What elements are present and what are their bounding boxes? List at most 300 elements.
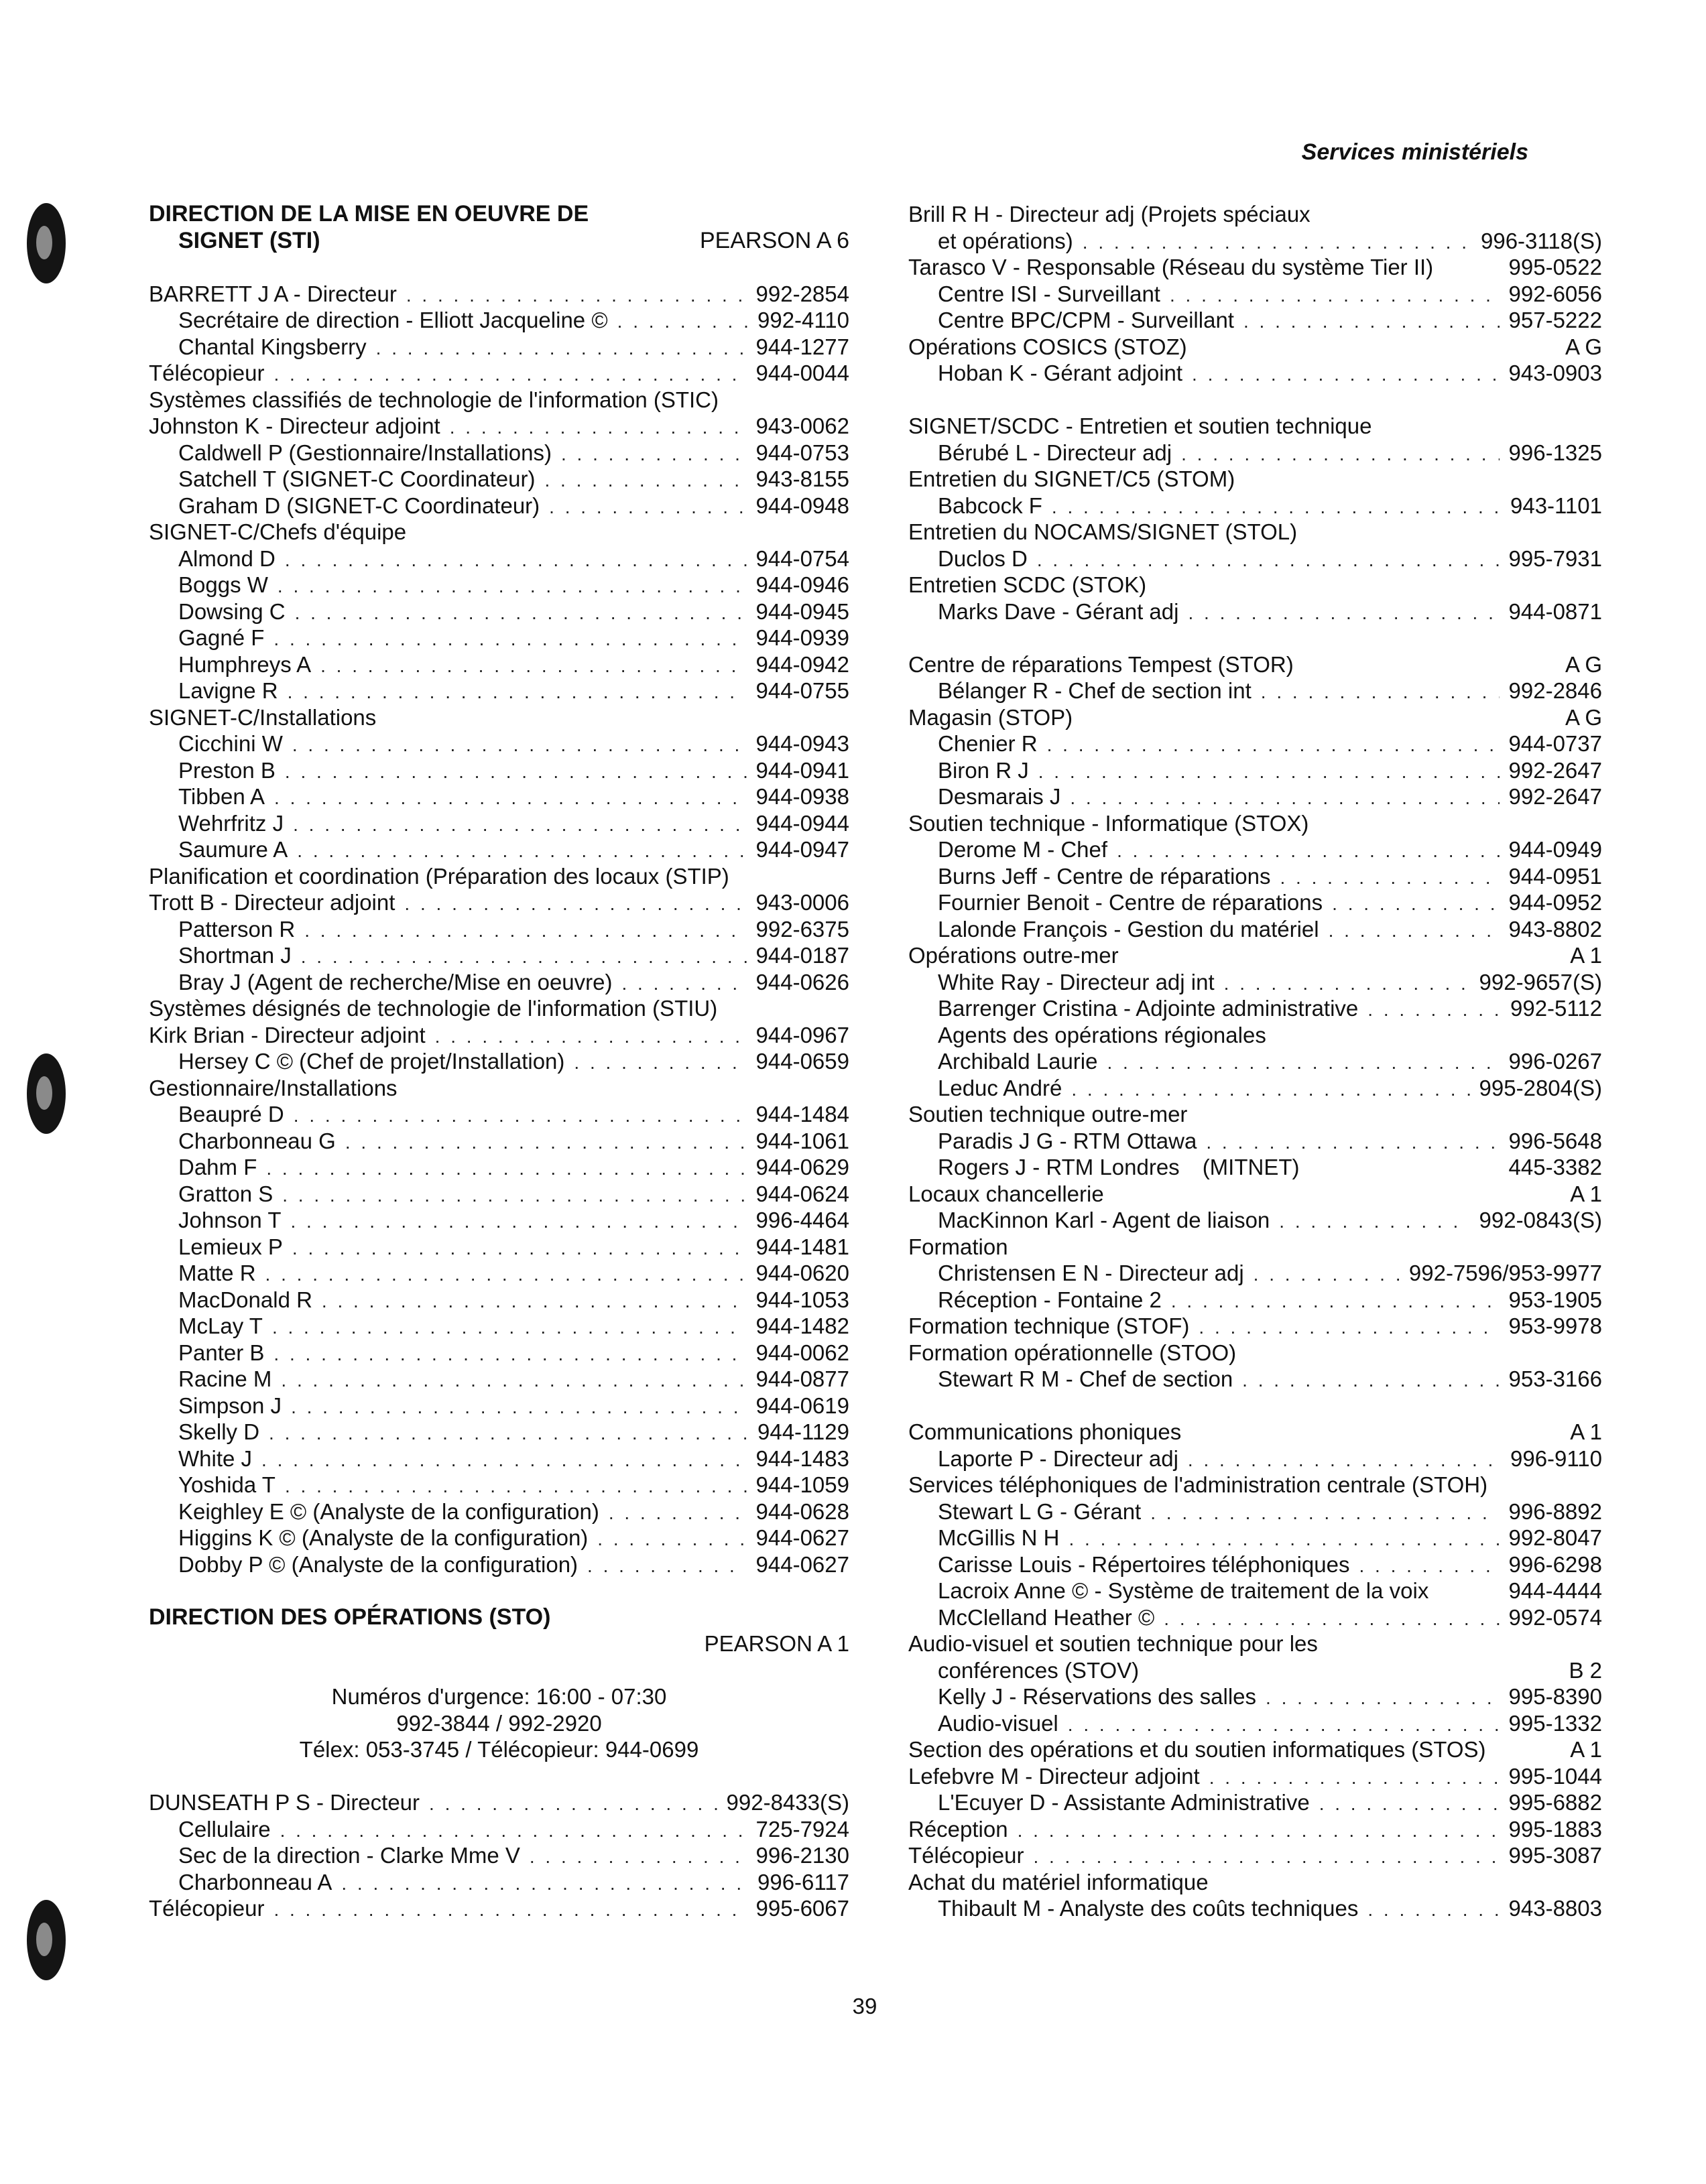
phone-number: 995-6067 [755,1896,849,1921]
phone-number: 992-6375 [755,916,849,942]
directory-entry [908,598,1602,625]
section-title: DIRECTION DE LA MISE EN OEUVRE DE [149,201,589,227]
dot-leader [1083,229,1471,256]
dot-leader [561,441,747,468]
phone-number: 944-0626 [755,969,849,994]
phone-number: 944-0877 [755,1366,849,1391]
phone-number: 944-0943 [755,731,849,756]
group-label [908,1630,1602,1657]
phone-number: 944-0754 [755,545,849,571]
phone-number: 944-0755 [755,678,849,703]
phone-number: 944-0951 [1508,863,1602,889]
entry-name: Télécopieur [149,361,265,385]
entry-name: Johnson T [178,1208,282,1232]
directory-entry [908,1710,1602,1737]
phone-number: 943-8155 [755,466,849,491]
phone-number: 944-0620 [755,1261,849,1285]
group-label-text: SIGNET/SCDC - Entretien et soutien technique [908,413,1372,438]
entry-name: McLay T [178,1313,263,1338]
phone-number: 953-1905 [1508,1287,1602,1312]
group-label-text: Planification et coordination (Préparation des locaux (STIP) [149,863,729,889]
entry-name: Fournier Benoit - Centre de réparations [938,890,1323,915]
entry-name: Wehrfritz J [178,810,284,836]
phone-number: 995-1332 [1508,1710,1602,1736]
directory-entry [149,1419,849,1446]
dot-leader [544,467,746,494]
page-header: Services ministériels [1301,139,1528,165]
directory-entry [908,1154,1602,1181]
group-label-text: Entretien du SIGNET/C5 (STOM) [908,466,1235,491]
dot-leader [1052,494,1501,521]
directory-entry [908,1287,1602,1313]
dot-leader [1279,1208,1469,1235]
phone-number: 996-6298 [1508,1551,1602,1577]
group-label [908,1234,1602,1261]
directory-entry [149,1842,849,1869]
dot-leader [1071,1076,1469,1103]
entry-name: L'Ecuyer D - Assistante Administrative [938,1790,1310,1815]
dot-leader [320,653,746,680]
phone-number: 943-1101 [1510,493,1602,518]
entry-name: White Ray - Directeur adj int [938,969,1215,994]
directory-entry [908,1551,1602,1578]
group-label [149,519,849,545]
entry-name: et opérations) [938,228,1073,253]
directory-entry [149,1181,849,1208]
dot-leader [291,1208,747,1235]
dot-leader [272,1314,747,1341]
dot-leader [1192,361,1499,388]
entry-name: Cicchini W [178,731,283,756]
phone-number: 944-0947 [755,837,849,862]
entry-name: Skelly D [178,1419,260,1444]
dot-leader [1266,1685,1500,1712]
directory-entry [149,1340,849,1366]
directory-entry [908,1763,1602,1790]
directory-entry [908,678,1602,704]
directory-entry [908,1842,1602,1869]
spacer [149,1578,849,1604]
entry-name: Racine M [178,1366,272,1391]
group-label-text: Locaux chancellerie [908,1181,1104,1206]
entry-name: Desmarais J [938,784,1061,809]
directory-entry [149,678,849,704]
group-label [149,863,849,890]
group-label [908,704,1602,731]
section-title: DIRECTION DES OPÉRATIONS (STO) [149,1604,551,1630]
dot-leader [1188,600,1499,627]
phone-number: 944-0659 [755,1049,849,1074]
dot-leader [1107,1049,1499,1076]
entry-name: Bray J (Agent de recherche/Mise en oeuvre) [178,969,613,994]
phone-number: 944-0624 [755,1181,849,1206]
phone-number: 992-2647 [1508,784,1602,809]
entry-name: Lefebvre M - Directeur adjoint [908,1763,1200,1789]
directory-entry [908,995,1602,1022]
entry-note: (MITNET) [1202,1155,1300,1179]
group-label [908,201,1602,228]
dot-leader [1224,970,1470,997]
entry-name: Patterson R [178,916,296,942]
directory-entry [908,916,1602,943]
directory-entry [149,889,849,916]
directory-entry [908,1816,1602,1843]
dot-leader [1199,1314,1499,1341]
directory-entry [149,625,849,651]
dot-leader [429,1791,717,1817]
dot-leader [301,944,747,970]
dot-leader [1170,282,1500,309]
phone-number: 953-3166 [1508,1366,1602,1391]
directory-entry [149,1498,849,1525]
group-label-text: Systèmes classifiés de technologie de l'information (STIC) [149,387,719,412]
dot-leader [1209,1764,1500,1791]
entry-name: Chantal Kingsberry [178,334,367,359]
entry-name: Stewart L G - Gérant [938,1498,1142,1524]
location-code: B 2 [1569,1657,1602,1683]
entry-name: Réception - Fontaine 2 [938,1287,1162,1312]
phone-number: 944-0938 [755,784,849,809]
group-label [908,1419,1602,1446]
entry-name: Humphreys A [178,651,312,677]
dot-leader [1164,1606,1499,1632]
directory-entry [149,969,849,996]
directory-entry [908,1366,1602,1393]
phone-number: 957-5222 [1508,308,1602,332]
group-label [908,466,1602,493]
entry-name: Preston B [178,757,276,783]
directory-entry [908,1207,1602,1234]
page-number: 39 [852,1994,877,2018]
dot-leader [406,282,747,309]
dot-leader [273,361,746,388]
location-code: A G [1565,334,1602,359]
entry-name: Stewart R M - Chef de section [938,1366,1233,1391]
dot-leader [273,1897,746,1923]
phone-number: 995-1883 [1508,1816,1602,1842]
phone-number: 725-7924 [755,1816,849,1842]
phone-number: 944-0942 [755,651,849,677]
spacer [908,625,1602,651]
dot-leader [404,891,746,917]
group-label-text: Formation opérationnelle (STOO) [908,1340,1237,1365]
dot-leader [266,1155,746,1182]
entry-name: BARRETT J A - Directeur [149,281,397,306]
directory-entry [908,863,1602,890]
phone-number: 944-1483 [755,1446,849,1471]
entry-name: Christensen E N - Directeur adj [938,1261,1244,1285]
dot-leader [1243,308,1500,335]
group-label-text: Tarasco V - Responsable (Réseau du système Tier II) [908,255,1434,279]
entry-name: Matte R [178,1261,256,1285]
directory-entry [149,1260,849,1287]
phone-number: 943-0903 [1508,361,1602,385]
phone-number: 944-0629 [755,1155,849,1179]
entry-name: Babcock F [938,493,1042,518]
dot-leader [1242,1367,1499,1394]
phone-number: 995-7931 [1508,545,1602,571]
phone-number: 944-0939 [755,625,849,650]
entry-name: McGillis N H [938,1525,1060,1550]
dot-leader [530,1844,747,1870]
group-label-text: Formation [908,1234,1008,1259]
group-label [908,1869,1602,1896]
phone-number: 996-8892 [1508,1498,1602,1524]
entry-name: Marks Dave - Gérant adj [938,598,1179,624]
dot-leader [285,547,747,574]
entry-name: Beaupré D [178,1102,284,1127]
location-code: A 1 [1570,943,1602,968]
entry-name: Keighley E © (Analyste de la configuration) [178,1498,599,1524]
phone-number: 944-1484 [755,1102,849,1127]
dot-leader [450,414,747,441]
directory-entry [149,757,849,784]
group-label [908,519,1602,545]
directory-entry [149,730,849,757]
entry-name: Cellulaire [178,1816,271,1842]
group-label [908,334,1602,361]
phone-number: 944-1481 [755,1234,849,1259]
directory-entry [908,360,1602,387]
directory-entry [149,334,849,361]
group-label [908,1657,1602,1684]
directory-entry [149,1551,849,1578]
dot-leader [292,1235,747,1262]
dot-leader [597,1526,746,1553]
dot-leader [1280,864,1499,891]
dot-leader [1188,1447,1501,1474]
dot-leader [288,679,747,706]
directory-entry [149,1207,849,1234]
entry-name: Lavigne R [178,678,278,703]
dot-leader [285,1473,747,1500]
group-label [149,704,849,731]
entry-name: Boggs W [178,572,268,597]
entry-name: Kelly J - Réservations des salles [938,1684,1257,1709]
dot-leader [273,626,746,653]
entry-name: McClelland Heather © [938,1604,1155,1630]
entry-name: Rogers J - RTM Londres [938,1155,1180,1179]
directory-entry [149,783,849,810]
location-code: 944-4444 [1508,1578,1602,1603]
group-label [908,254,1602,281]
phone-number: 944-1277 [755,334,849,359]
spacer [908,387,1602,413]
phone-number: 944-0044 [755,361,849,385]
dot-leader [376,335,747,362]
entry-name: Charbonneau G [178,1128,336,1153]
dot-leader [1037,547,1500,574]
entry-name: Réception [908,1816,1008,1842]
directory-entry [908,228,1602,255]
group-label [908,651,1602,678]
directory-entry [149,1154,849,1181]
entry-name: Lemieux P [178,1234,283,1259]
directory-entry [908,1604,1602,1631]
entry-name: Laporte P - Directeur adj [938,1446,1178,1471]
phone-number: 944-1061 [755,1128,849,1153]
dot-leader [1069,1526,1499,1553]
location-code: A 1 [1570,1181,1602,1206]
group-label [908,1340,1602,1366]
group-label [149,1075,849,1102]
phone-number: 995-2804(S) [1479,1075,1602,1100]
group-label-text: Systèmes désignés de technologie de l'information (STIU) [149,996,718,1021]
group-label-text: Services téléphoniques de l'administration centrale (STOH) [908,1472,1488,1497]
entry-name: Gagné F [178,625,265,650]
entry-name: Dowsing C [178,598,286,624]
phone-number: 992-5112 [1510,996,1602,1021]
spacer [908,1393,1602,1419]
directory-entry [149,1101,849,1128]
group-label [908,572,1602,598]
phone-number: 995-8390 [1508,1684,1602,1709]
entry-name: Centre BPC/CPM - Surveillant [938,308,1234,332]
directory-entry [149,360,849,387]
directory-entry [908,1260,1602,1287]
entry-name: Dahm F [178,1155,257,1179]
dot-leader [1070,785,1499,812]
dot-leader [297,838,746,864]
group-label-text: Soutien technique outre-mer [908,1102,1188,1127]
location-code: A G [1565,704,1602,730]
directory-entry [908,1895,1602,1922]
phone-number: 944-1482 [755,1313,849,1338]
dot-leader [273,1341,746,1368]
phone-number: 943-0062 [755,413,849,438]
directory-entry [149,651,849,678]
entry-name: Dobby P © (Analyste de la configuration) [178,1551,578,1577]
dot-leader [341,1870,748,1897]
entry-name: Yoshida T [178,1472,276,1497]
group-label [908,1181,1602,1208]
directory-entry [908,783,1602,810]
directory-entry [149,1789,849,1816]
directory-entry [149,1472,849,1498]
entry-name: Télécopieur [149,1896,265,1921]
binder-hole-top [27,203,66,283]
dot-leader [574,1049,746,1076]
entry-name: Hoban K - Gérant adjoint [938,361,1183,385]
dot-leader [1033,1844,1499,1870]
phone-number: 992-2854 [755,281,849,306]
phone-number: 992-7596/953-9977 [1408,1261,1602,1285]
dot-leader [1329,917,1500,944]
directory-entry [149,307,849,334]
entry-name: Panter B [178,1340,265,1365]
phone-number: 944-0967 [755,1022,849,1047]
dot-leader [280,1817,747,1844]
group-label-text: Entretien SCDC (STOK) [908,572,1147,597]
dot-leader [1319,1791,1500,1817]
directory-entry [149,493,849,519]
directory-entry [149,466,849,493]
group-label-text: Lacroix Anne © - Système de traitement de la voix [938,1578,1429,1603]
dot-leader [294,1102,747,1129]
directory-entry [149,1048,849,1075]
phone-number: 944-0737 [1508,731,1602,756]
notice-line: Numéros d'urgence: 16:00 - 07:30 [331,1684,667,1709]
phone-number: 944-0619 [755,1393,849,1418]
spacer [149,1657,849,1684]
binder-hole-bottom [27,1900,66,1980]
group-label-text: Brill R H - Directeur adj (Projets spéciaux [908,202,1311,227]
dot-leader [304,917,746,944]
directory-entry [908,307,1602,334]
entry-name: Leduc André [938,1075,1062,1100]
dot-leader [1367,997,1501,1023]
group-label [149,387,849,413]
group-label-text: Entretien du NOCAMS/SIGNET (STOL) [908,519,1298,544]
directory-entry [149,1366,849,1393]
group-label [908,1022,1602,1049]
directory-entry [149,836,849,863]
phone-number: 944-0952 [1508,890,1602,915]
group-label [908,1578,1602,1604]
dot-leader [1181,441,1499,468]
phone-number: 995-3087 [1508,1843,1602,1868]
entry-name: Shortman J [178,943,292,968]
directory-entry [149,942,849,969]
entry-name: Archibald Laurie [938,1049,1098,1074]
location-code: PEARSON A 6 [700,227,849,253]
dot-leader [295,600,747,627]
dot-leader [549,494,746,521]
phone-number: 992-8433(S) [726,1790,849,1815]
group-label [908,1736,1602,1763]
entry-name: Télécopieur [908,1843,1024,1868]
entry-name: DUNSEATH P S - Directeur [149,1790,420,1815]
dot-leader [293,812,746,838]
section-heading [149,228,849,255]
entry-name: Trott B - Directeur adjoint [149,890,395,915]
dot-leader [261,1447,747,1474]
directory-entry [908,545,1602,572]
directory-entry [149,1128,849,1155]
dot-leader [621,970,746,997]
directory-entry [149,598,849,625]
entry-name: Barrenger Cristina - Adjointe administrative [938,996,1359,1021]
entry-name: Simpson J [178,1393,282,1418]
phone-number: 944-1059 [755,1472,849,1497]
directory-entry [908,730,1602,757]
entry-name: Caldwell P (Gestionnaire/Installations) [178,440,552,465]
directory-entry [908,1525,1602,1551]
phone-number: 992-2647 [1508,757,1602,783]
dot-leader [274,785,746,812]
directory-entry [149,545,849,572]
entry-name: Kirk Brian - Directeur adjoint [149,1022,426,1047]
spacer [149,254,849,281]
directory-entry [908,1683,1602,1710]
phone-number: 944-0187 [755,943,849,968]
group-label-text: Audio-visuel et soutien technique pour les [908,1631,1318,1656]
section-heading [149,1604,849,1631]
location-code: PEARSON A 1 [704,1631,849,1656]
phone-number: 944-0949 [1508,837,1602,862]
phone-number: 944-1053 [755,1287,849,1312]
directory-entry [149,916,849,943]
group-label-text: SIGNET-C/Chefs d'équipe [149,519,407,544]
phone-number: 996-0267 [1508,1049,1602,1074]
phone-number: 944-0753 [755,440,849,465]
dot-leader [1254,1261,1400,1288]
location-code: A 1 [1570,1737,1602,1762]
directory-entry [908,440,1602,466]
phone-number: 944-0062 [755,1340,849,1365]
phone-number: 996-4464 [755,1208,849,1232]
entry-name: Carisse Louis - Répertoires téléphoniques [938,1551,1350,1577]
